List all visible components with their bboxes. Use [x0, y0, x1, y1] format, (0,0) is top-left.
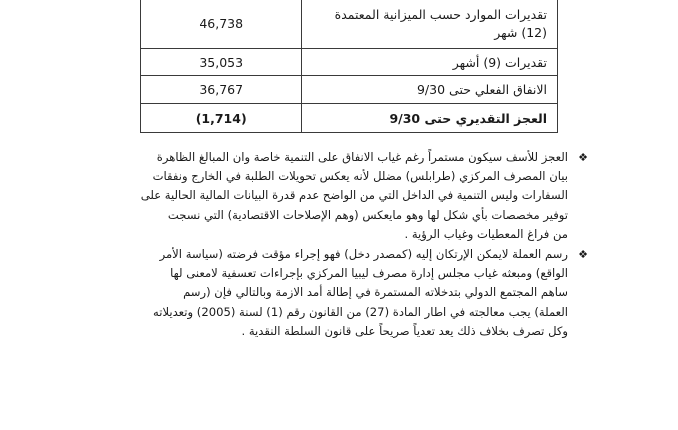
table-row — [141, 104, 558, 133]
paragraph-line: ساهم المجتمع الدولي بتدخلاته المستمرة في إطالة أمد الازمة وبالتالي فإن (رسم — [183, 285, 568, 300]
row-value: 36,767 — [141, 76, 302, 104]
paragraph-line: العجز للأسف سيكون مستمراً رغم غياب الانفاق على التنمية خاصة وان المبالغ الظاهرة — [156, 150, 568, 164]
paragraph-line: العملة) يجب معالجته في اطار المادة (27) من القانون رقم (1) لسنة (2005) وتعديلاته — [153, 304, 568, 319]
row-label-line: تقديرات الموارد حسب الميزانية المعتمدة — [334, 6, 547, 22]
bullet-list — [118, 148, 588, 342]
row-label — [302, 0, 558, 49]
row-value: (1,714) — [141, 104, 302, 133]
paragraph-line: الواقع) ومبعثه غياب مجلس إدارة مصرف ليبيا المركزي بإجراءات تعسفية لامعنى لها — [170, 266, 568, 281]
paragraph-line: توفير مخصصات بأي شكل لها وهو مايعكس (وهم الإصلاحات الاقتصادية) التي نسجت — [167, 207, 568, 222]
paragraph-line: السفارات وليس التنمية في الداخل التي من الواضح عدم قدرة البيانات المالية الحالية على — [140, 188, 568, 203]
table-row — [141, 0, 558, 49]
table-row — [141, 76, 558, 104]
list-item — [118, 245, 588, 341]
budget-table — [140, 0, 558, 133]
list-item — [118, 148, 588, 244]
row-value: 35,053 — [141, 49, 302, 76]
row-value: 46,738 — [141, 0, 302, 49]
row-label: تقديرات (9) أشهر — [302, 49, 558, 76]
diamond-bullet-icon: ❖ — [578, 151, 588, 164]
table-row — [141, 49, 558, 76]
paragraph-line: من فراغ المعطيات وغياب الرؤية . — [404, 226, 568, 241]
paragraph-line: وكل تصرف بخلاف ذلك يعد تعدياً صريحاً على قانون السلطة النقدية . — [241, 323, 568, 338]
row-label-line: (12) شهر — [494, 24, 547, 40]
paragraph-line: رسم العملة لايمكن الإرتكان إليه (كمصدر دخل) فهو إجراء مؤقت فرضته (سياسة الأمر — [159, 247, 568, 262]
row-label: الانفاق الفعلي حتى 9/30 — [302, 76, 558, 104]
paragraph-line: بيان المصرف المركزي (طرابلس) مضلل لأنه يعكس تحويلات الطلبة في الخارج ونفقات — [152, 169, 568, 184]
diamond-bullet-icon: ❖ — [578, 248, 588, 262]
row-label: العجز التقديري حتى 9/30 — [302, 104, 558, 133]
